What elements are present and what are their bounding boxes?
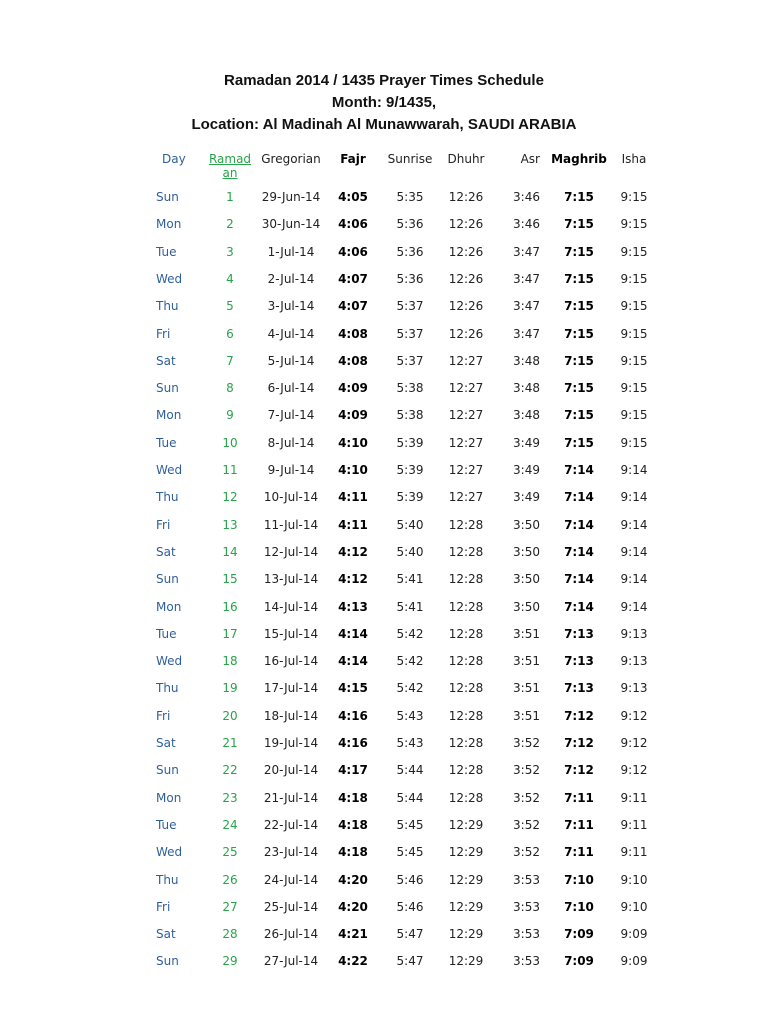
cell-ramadan-day: 19 — [222, 681, 238, 696]
cell-maghrib: 7:13 — [564, 626, 594, 641]
cell-maghrib: 7:14 — [564, 490, 594, 505]
cell-fajr: 4:10 — [338, 463, 368, 477]
cell-ramadan-day: 16 — [222, 599, 238, 614]
cell-gregorian-date: 6-Jul-14 — [267, 381, 315, 396]
document-title-line-1: Ramadan 2014 / 1435 Prayer Times Schedule — [224, 72, 544, 89]
cell-gregorian-date: 21-Jul-14 — [263, 790, 319, 805]
cell-dhuhr: 12:28 — [448, 708, 484, 723]
cell-dhuhr: 12:27 — [448, 463, 484, 477]
cell-fajr: 4:09 — [338, 381, 368, 396]
cell-ramadan-day: 4 — [226, 271, 234, 286]
cell-gregorian-date: 20-Jul-14 — [263, 763, 319, 778]
cell-isha: 9:14 — [620, 490, 648, 505]
cell-asr: 3:49 — [513, 490, 540, 505]
cell-ramadan-day: 3 — [226, 244, 234, 259]
cell-dhuhr: 12:27 — [448, 381, 484, 396]
cell-ramadan-day: 18 — [222, 654, 238, 669]
cell-maghrib: 7:15 — [564, 271, 594, 286]
cell-sunrise: 5:39 — [396, 463, 424, 477]
cell-isha: 9:10 — [620, 872, 648, 887]
header-day: Day — [162, 152, 186, 166]
cell-ramadan-day: 7 — [226, 353, 234, 368]
cell-dhuhr: 12:29 — [448, 954, 484, 969]
cell-fajr: 4:08 — [338, 326, 368, 341]
cell-dhuhr: 12:28 — [448, 626, 484, 641]
header-gregorian: Gregorian — [261, 152, 321, 166]
cell-maghrib: 7:09 — [564, 927, 594, 942]
cell-ramadan-day: 20 — [222, 708, 238, 723]
cell-asr: 3:50 — [513, 517, 540, 532]
cell-maghrib: 7:12 — [564, 736, 594, 750]
cell-ramadan-day: 28 — [222, 927, 238, 942]
cell-dhuhr: 12:28 — [448, 736, 484, 750]
cell-asr: 3:52 — [513, 817, 540, 832]
cell-maghrib: 7:10 — [564, 899, 594, 914]
cell-fajr: 4:11 — [338, 490, 368, 505]
cell-day: Fri — [156, 326, 171, 341]
cell-dhuhr: 12:28 — [448, 681, 484, 696]
cell-day: Tue — [156, 244, 177, 259]
cell-isha: 9:11 — [620, 817, 648, 832]
cell-gregorian-date: 25-Jul-14 — [263, 899, 319, 914]
cell-ramadan-day: 9 — [226, 408, 234, 423]
cell-maghrib: 7:10 — [564, 872, 594, 887]
cell-maghrib: 7:14 — [564, 599, 594, 614]
cell-day: Sun — [156, 954, 179, 969]
cell-fajr: 4:15 — [338, 681, 368, 696]
cell-fajr: 4:07 — [338, 299, 368, 314]
cell-maghrib: 7:12 — [564, 708, 594, 723]
cell-isha: 9:09 — [620, 927, 648, 942]
cell-gregorian-date: 1-Jul-14 — [267, 244, 315, 259]
cell-fajr: 4:13 — [338, 599, 368, 614]
cell-day: Fri — [156, 517, 171, 532]
cell-day: Sun — [156, 381, 179, 396]
cell-isha: 9:14 — [620, 572, 648, 587]
cell-maghrib: 7:13 — [564, 681, 594, 696]
cell-fajr: 4:17 — [338, 763, 368, 778]
cell-gregorian-date: 27-Jul-14 — [263, 954, 319, 969]
cell-day: Fri — [156, 899, 171, 914]
cell-gregorian-date: 14-Jul-14 — [263, 599, 319, 614]
cell-fajr: 4:20 — [338, 872, 368, 887]
cell-ramadan-day: 1 — [226, 190, 234, 204]
header-maghrib: Maghrib — [551, 152, 607, 166]
cell-sunrise: 5:45 — [396, 817, 424, 832]
cell-asr: 3:47 — [513, 271, 540, 286]
cell-gregorian-date: 9-Jul-14 — [267, 463, 315, 477]
cell-day: Sun — [156, 572, 179, 587]
cell-gregorian-date: 11-Jul-14 — [263, 517, 319, 532]
cell-gregorian-date: 10-Jul-14 — [263, 490, 319, 505]
cell-isha: 9:15 — [620, 217, 648, 232]
cell-ramadan-day: 10 — [222, 435, 238, 450]
cell-ramadan-day: 27 — [222, 899, 238, 914]
cell-ramadan-day: 12 — [222, 490, 238, 505]
cell-isha: 9:15 — [620, 271, 648, 286]
cell-fajr: 4:18 — [338, 845, 368, 860]
cell-asr: 3:52 — [513, 736, 540, 750]
cell-sunrise: 5:39 — [396, 490, 424, 505]
cell-dhuhr: 12:26 — [448, 326, 484, 341]
cell-ramadan-day: 6 — [226, 326, 234, 341]
cell-fajr: 4:06 — [338, 244, 368, 259]
cell-sunrise: 5:40 — [396, 517, 424, 532]
cell-day: Sat — [156, 736, 176, 750]
cell-ramadan-day: 22 — [222, 763, 238, 778]
cell-fajr: 4:20 — [338, 899, 368, 914]
cell-day: Wed — [156, 654, 183, 669]
cell-maghrib: 7:15 — [564, 353, 594, 368]
cell-gregorian-date: 26-Jul-14 — [263, 927, 319, 942]
cell-sunrise: 5:44 — [396, 790, 424, 805]
cell-sunrise: 5:43 — [396, 736, 424, 750]
cell-sunrise: 5:43 — [396, 708, 424, 723]
cell-asr: 3:51 — [513, 681, 540, 696]
cell-gregorian-date: 5-Jul-14 — [267, 353, 315, 368]
cell-ramadan-day: 23 — [222, 790, 238, 805]
cell-asr: 3:46 — [513, 190, 540, 204]
document-title-line-3: Location: Al Madinah Al Munawwarah, SAUDI ARABIA — [191, 116, 577, 133]
cell-maghrib: 7:15 — [564, 244, 594, 259]
cell-fajr: 4:05 — [338, 190, 368, 204]
cell-ramadan-day: 24 — [222, 817, 238, 832]
cell-day: Mon — [156, 790, 182, 805]
cell-dhuhr: 12:27 — [448, 353, 484, 368]
cell-sunrise: 5:46 — [396, 899, 424, 914]
cell-day: Thu — [156, 872, 179, 887]
cell-isha: 9:15 — [620, 435, 648, 450]
cell-fajr: 4:06 — [338, 217, 368, 232]
cell-isha: 9:11 — [620, 845, 648, 860]
cell-isha: 9:12 — [620, 708, 648, 723]
cell-dhuhr: 12:28 — [448, 572, 484, 587]
cell-day: Wed — [156, 845, 183, 860]
cell-isha: 9:15 — [620, 353, 648, 368]
cell-sunrise: 5:41 — [396, 572, 424, 587]
cell-asr: 3:53 — [513, 927, 540, 942]
cell-dhuhr: 12:27 — [448, 408, 484, 423]
cell-isha: 9:15 — [620, 381, 648, 396]
cell-isha: 9:15 — [620, 408, 648, 423]
cell-asr: 3:48 — [513, 381, 540, 396]
cell-asr: 3:49 — [513, 463, 540, 477]
cell-dhuhr: 12:27 — [448, 490, 484, 505]
cell-fajr: 4:12 — [338, 572, 368, 587]
cell-day: Sat — [156, 353, 176, 368]
cell-asr: 3:52 — [513, 845, 540, 860]
cell-fajr: 4:07 — [338, 271, 368, 286]
cell-isha: 9:14 — [620, 463, 648, 477]
cell-dhuhr: 12:27 — [448, 435, 484, 450]
cell-fajr: 4:18 — [338, 817, 368, 832]
cell-isha: 9:15 — [620, 299, 648, 314]
cell-day: Mon — [156, 408, 182, 423]
cell-dhuhr: 12:26 — [448, 271, 484, 286]
cell-maghrib: 7:15 — [564, 381, 594, 396]
cell-isha: 9:12 — [620, 763, 648, 778]
cell-asr: 3:53 — [513, 872, 540, 887]
document-title-line-2: Month: 9/1435, — [331, 94, 437, 111]
cell-day: Sun — [156, 763, 179, 778]
cell-asr: 3:52 — [513, 790, 540, 805]
cell-gregorian-date: 19-Jul-14 — [263, 736, 319, 750]
cell-maghrib: 7:11 — [564, 817, 594, 832]
cell-dhuhr: 12:28 — [448, 517, 484, 532]
cell-isha: 9:15 — [620, 190, 648, 204]
cell-day: Sat — [156, 544, 176, 559]
cell-isha: 9:15 — [620, 244, 648, 259]
cell-maghrib: 7:12 — [564, 763, 594, 778]
cell-day: Tue — [156, 626, 177, 641]
cell-asr: 3:51 — [513, 654, 540, 669]
cell-sunrise: 5:41 — [396, 599, 424, 614]
cell-asr: 3:51 — [513, 708, 540, 723]
cell-ramadan-day: 15 — [222, 572, 238, 587]
cell-gregorian-date: 17-Jul-14 — [263, 681, 319, 696]
cell-gregorian-date: 24-Jul-14 — [263, 872, 319, 887]
cell-fajr: 4:18 — [338, 790, 368, 805]
cell-asr: 3:52 — [513, 763, 540, 778]
cell-ramadan-day: 5 — [226, 299, 234, 314]
cell-dhuhr: 12:26 — [448, 217, 484, 232]
cell-sunrise: 5:42 — [396, 681, 424, 696]
cell-asr: 3:50 — [513, 544, 540, 559]
cell-ramadan-day: 13 — [222, 517, 238, 532]
cell-day: Wed — [156, 463, 183, 477]
cell-isha: 9:14 — [620, 599, 648, 614]
cell-day: Thu — [156, 299, 179, 314]
cell-fajr: 4:21 — [338, 927, 368, 942]
cell-maghrib: 7:15 — [564, 408, 594, 423]
cell-fajr: 4:16 — [338, 736, 368, 750]
cell-day: Thu — [156, 681, 179, 696]
cell-asr: 3:47 — [513, 326, 540, 341]
cell-maghrib: 7:15 — [564, 326, 594, 341]
header-isha: Isha — [621, 152, 647, 166]
cell-sunrise: 5:38 — [396, 408, 424, 423]
cell-dhuhr: 12:29 — [448, 872, 484, 887]
cell-maghrib: 7:15 — [564, 435, 594, 450]
cell-maghrib: 7:09 — [564, 954, 594, 969]
cell-isha: 9:09 — [620, 954, 648, 969]
cell-dhuhr: 12:29 — [448, 927, 484, 942]
cell-asr: 3:53 — [513, 899, 540, 914]
cell-maghrib: 7:15 — [564, 190, 594, 204]
cell-isha: 9:15 — [620, 326, 648, 341]
cell-isha: 9:11 — [620, 790, 648, 805]
cell-fajr: 4:11 — [338, 517, 368, 532]
cell-fajr: 4:14 — [338, 626, 368, 641]
cell-isha: 9:13 — [620, 681, 648, 696]
cell-asr: 3:46 — [513, 217, 540, 232]
cell-dhuhr: 12:28 — [448, 763, 484, 778]
cell-gregorian-date: 30-Jun-14 — [261, 217, 321, 232]
cell-sunrise: 5:42 — [396, 626, 424, 641]
cell-gregorian-date: 8-Jul-14 — [267, 435, 315, 450]
cell-dhuhr: 12:26 — [448, 190, 484, 204]
cell-gregorian-date: 2-Jul-14 — [267, 271, 315, 286]
cell-fajr: 4:10 — [338, 435, 368, 450]
cell-sunrise: 5:35 — [396, 190, 424, 204]
cell-maghrib: 7:11 — [564, 845, 594, 860]
cell-day: Mon — [156, 217, 182, 232]
header-dhuhr: Dhuhr — [447, 152, 485, 166]
cell-gregorian-date: 16-Jul-14 — [263, 654, 319, 669]
cell-sunrise: 5:46 — [396, 872, 424, 887]
cell-dhuhr: 12:29 — [448, 845, 484, 860]
cell-sunrise: 5:36 — [396, 244, 424, 259]
cell-gregorian-date: 15-Jul-14 — [263, 626, 319, 641]
cell-asr: 3:47 — [513, 299, 540, 314]
cell-day: Tue — [156, 435, 177, 450]
header-fajr: Fajr — [340, 152, 366, 166]
cell-asr: 3:53 — [513, 954, 540, 969]
cell-sunrise: 5:37 — [396, 353, 424, 368]
cell-ramadan-day: 8 — [226, 381, 234, 396]
cell-gregorian-date: 29-Jun-14 — [261, 190, 321, 204]
cell-sunrise: 5:47 — [396, 927, 424, 942]
cell-maghrib: 7:14 — [564, 544, 594, 559]
cell-fajr: 4:08 — [338, 353, 368, 368]
cell-sunrise: 5:42 — [396, 654, 424, 669]
cell-sunrise: 5:40 — [396, 544, 424, 559]
cell-gregorian-date: 3-Jul-14 — [267, 299, 315, 314]
cell-dhuhr: 12:29 — [448, 899, 484, 914]
cell-sunrise: 5:37 — [396, 299, 424, 314]
cell-dhuhr: 12:28 — [448, 790, 484, 805]
cell-asr: 3:48 — [513, 408, 540, 423]
cell-asr: 3:50 — [513, 599, 540, 614]
cell-sunrise: 5:39 — [396, 435, 424, 450]
cell-gregorian-date: 4-Jul-14 — [267, 326, 315, 341]
cell-isha: 9:13 — [620, 626, 648, 641]
cell-asr: 3:47 — [513, 244, 540, 259]
cell-maghrib: 7:14 — [564, 572, 594, 587]
cell-asr: 3:49 — [513, 435, 540, 450]
cell-dhuhr: 12:28 — [448, 599, 484, 614]
cell-asr: 3:51 — [513, 626, 540, 641]
header-ramadan-link[interactable]: Ramadan — [208, 152, 252, 180]
cell-isha: 9:13 — [620, 654, 648, 669]
cell-sunrise: 5:37 — [396, 326, 424, 341]
cell-fajr: 4:14 — [338, 654, 368, 669]
cell-gregorian-date: 12-Jul-14 — [263, 544, 319, 559]
cell-maghrib: 7:14 — [564, 517, 594, 532]
cell-day: Wed — [156, 271, 183, 286]
cell-sunrise: 5:47 — [396, 954, 424, 969]
cell-ramadan-day: 11 — [222, 463, 238, 477]
cell-fajr: 4:22 — [338, 954, 368, 969]
cell-ramadan-day: 25 — [222, 845, 238, 860]
cell-gregorian-date: 13-Jul-14 — [263, 572, 319, 587]
cell-maghrib: 7:15 — [564, 299, 594, 314]
cell-dhuhr: 12:26 — [448, 299, 484, 314]
cell-isha: 9:10 — [620, 899, 648, 914]
cell-gregorian-date: 18-Jul-14 — [263, 708, 319, 723]
cell-dhuhr: 12:26 — [448, 244, 484, 259]
cell-day: Thu — [156, 490, 179, 505]
header-sunrise: Sunrise — [387, 152, 433, 166]
cell-day: Sun — [156, 190, 179, 204]
cell-dhuhr: 12:28 — [448, 544, 484, 559]
cell-fajr: 4:12 — [338, 544, 368, 559]
cell-sunrise: 5:36 — [396, 271, 424, 286]
cell-dhuhr: 12:28 — [448, 654, 484, 669]
cell-fajr: 4:16 — [338, 708, 368, 723]
cell-gregorian-date: 22-Jul-14 — [263, 817, 319, 832]
cell-sunrise: 5:38 — [396, 381, 424, 396]
cell-ramadan-day: 2 — [226, 217, 234, 232]
header-asr: Asr — [520, 152, 540, 166]
cell-day: Sat — [156, 927, 176, 942]
cell-ramadan-day: 17 — [222, 626, 238, 641]
cell-day: Fri — [156, 708, 171, 723]
cell-asr: 3:48 — [513, 353, 540, 368]
cell-ramadan-day: 14 — [222, 544, 238, 559]
cell-sunrise: 5:45 — [396, 845, 424, 860]
cell-fajr: 4:09 — [338, 408, 368, 423]
cell-maghrib: 7:13 — [564, 654, 594, 669]
cell-isha: 9:14 — [620, 544, 648, 559]
cell-asr: 3:50 — [513, 572, 540, 587]
cell-ramadan-day: 21 — [222, 736, 238, 750]
cell-isha: 9:12 — [620, 736, 648, 750]
cell-maghrib: 7:11 — [564, 790, 594, 805]
cell-gregorian-date: 23-Jul-14 — [263, 845, 319, 860]
cell-dhuhr: 12:29 — [448, 817, 484, 832]
cell-ramadan-day: 26 — [222, 872, 238, 887]
cell-ramadan-day: 29 — [222, 954, 238, 969]
cell-maghrib: 7:15 — [564, 217, 594, 232]
cell-day: Mon — [156, 599, 182, 614]
cell-isha: 9:14 — [620, 517, 648, 532]
cell-day: Tue — [156, 817, 177, 832]
cell-gregorian-date: 7-Jul-14 — [267, 408, 315, 423]
cell-sunrise: 5:44 — [396, 763, 424, 778]
cell-sunrise: 5:36 — [396, 217, 424, 232]
cell-maghrib: 7:14 — [564, 463, 594, 477]
